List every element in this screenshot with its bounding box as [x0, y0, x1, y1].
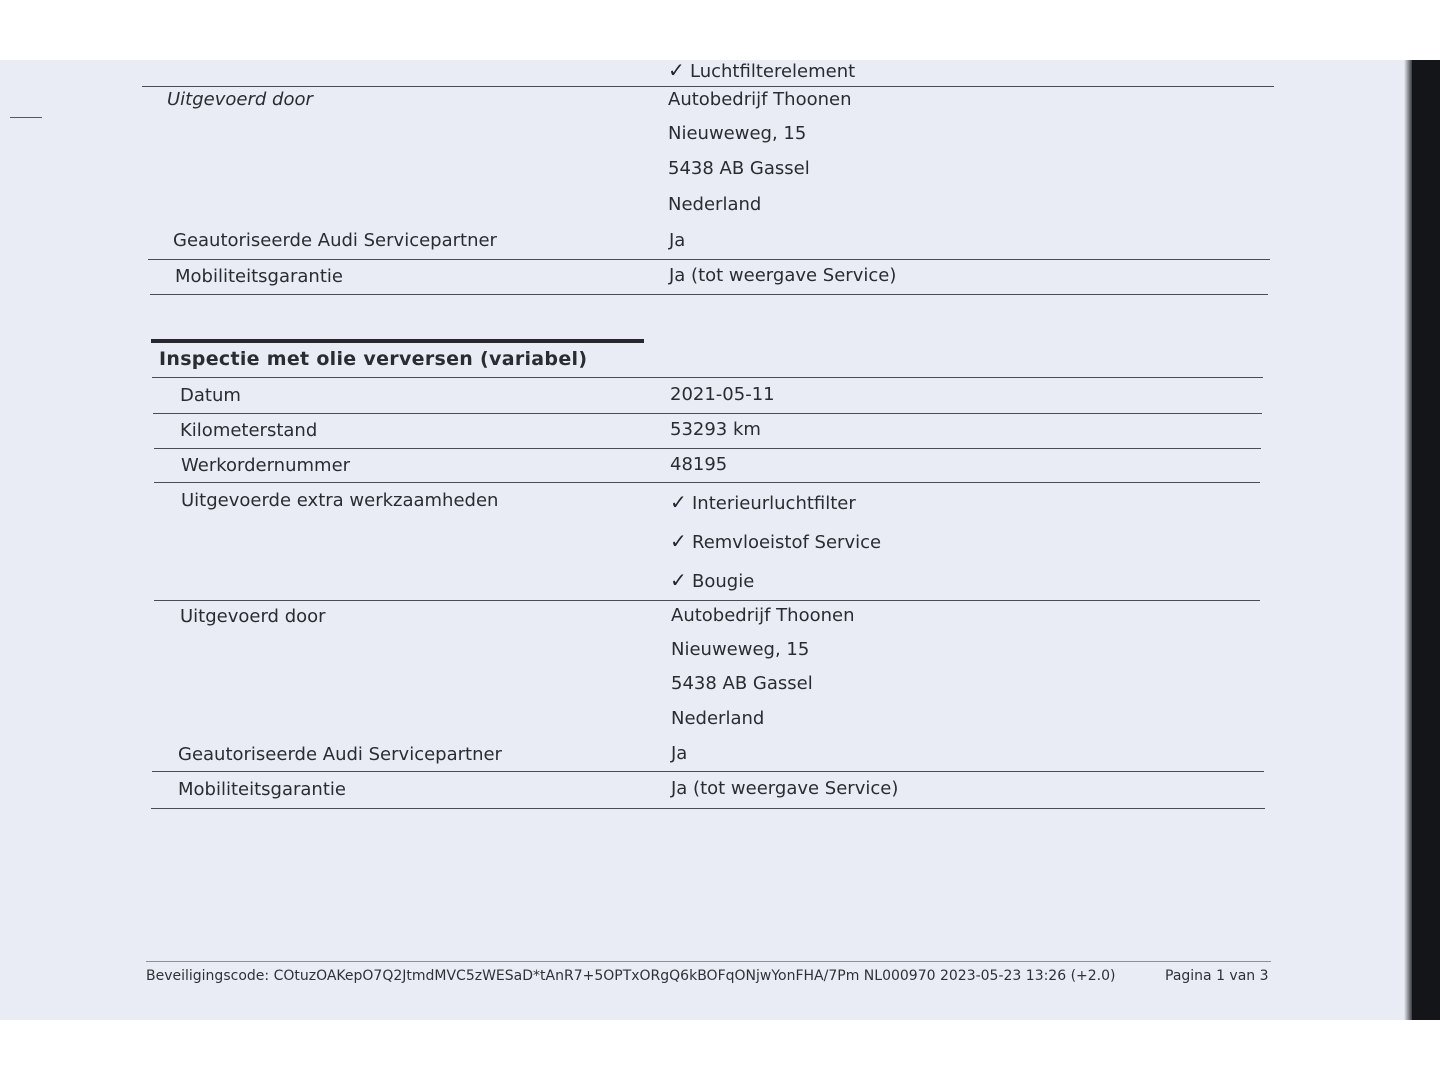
- km-value: 53293 km: [670, 419, 761, 440]
- km-label: Kilometerstand: [180, 420, 318, 441]
- page-info: Pagina 1 van 3: [1165, 968, 1269, 984]
- mobility-value: Ja (tot weergave Service): [671, 778, 899, 799]
- edge-mark: [10, 117, 42, 118]
- top-authorized-label: Geautoriseerde Audi Servicepartner: [173, 230, 497, 251]
- security-label: Beveiligingscode:: [146, 968, 270, 984]
- section-title: Inspectie met olie verversen (variabel): [159, 348, 588, 370]
- date-value: 2021-05-11: [670, 384, 775, 405]
- checkmark-icon: ✓: [668, 60, 685, 82]
- divider: [151, 808, 1265, 809]
- doc-id: NL000970: [863, 968, 936, 984]
- divider: [152, 377, 1263, 378]
- document-photo: [0, 60, 1440, 1020]
- performed-by-line: Autobedrijf Thoonen: [671, 605, 855, 626]
- security-code: COtuzOAKepO7Q2JtmdMVC5zWESaD*tAnR7+5OPTxORgQ6kBOFqONjwYonFHA/7Pm: [273, 968, 860, 984]
- top-mobility-value: Ja (tot weergave Service): [669, 265, 897, 286]
- footer-security: [146, 968, 1116, 984]
- divider: [154, 600, 1260, 601]
- extra-item: [670, 568, 754, 592]
- performed-by-line: 5438 AB Gassel: [671, 673, 813, 694]
- top-check-item: [668, 60, 855, 82]
- mobility-label: Mobiliteitsgarantie: [178, 779, 346, 800]
- check-item-label: Luchtfilterelement: [690, 61, 856, 82]
- extra-label: Uitgevoerde extra werkzaamheden: [181, 490, 499, 511]
- date-label: Datum: [180, 385, 241, 406]
- extra-item-label: Bougie: [692, 571, 755, 592]
- checkmark-icon: ✓: [670, 490, 687, 514]
- extra-item-label: Interieurluchtfilter: [692, 493, 856, 514]
- page-edge-shadow: [1410, 60, 1440, 1020]
- top-performed-by-label: Uitgevoerd door: [167, 89, 313, 110]
- divider: [154, 448, 1261, 449]
- checkmark-icon: ✓: [670, 529, 687, 553]
- divider: [142, 86, 1274, 87]
- top-mobility-label: Mobiliteitsgarantie: [175, 266, 343, 287]
- divider: [153, 413, 1262, 414]
- extra-item: [670, 490, 856, 514]
- performed-by-label: Uitgevoerd door: [180, 606, 326, 627]
- divider: [154, 482, 1260, 483]
- timestamp: 2023-05-23 13:26 (+2.0): [939, 968, 1116, 984]
- top-performed-by-line: 5438 AB Gassel: [668, 158, 810, 179]
- divider: [152, 771, 1264, 772]
- top-performed-by-line: Nederland: [668, 194, 762, 215]
- authorized-value: Ja: [671, 743, 688, 764]
- performed-by-line: Nederland: [671, 708, 765, 729]
- divider: [150, 294, 1268, 295]
- performed-by-line: Nieuweweg, 15: [671, 639, 810, 660]
- extra-item-label: Remvloeistof Service: [692, 532, 882, 553]
- top-performed-by-line: Autobedrijf Thoonen: [668, 89, 852, 110]
- divider: [148, 259, 1270, 260]
- footer-divider: [146, 961, 1271, 962]
- order-value: 48195: [670, 454, 728, 475]
- checkmark-icon: ✓: [670, 568, 687, 592]
- top-authorized-value: Ja: [669, 230, 686, 251]
- top-performed-by-line: Nieuweweg, 15: [668, 123, 807, 144]
- section-title-bar: [151, 339, 644, 343]
- extra-item: [670, 529, 881, 553]
- authorized-label: Geautoriseerde Audi Servicepartner: [178, 744, 502, 765]
- order-label: Werkordernummer: [181, 455, 351, 476]
